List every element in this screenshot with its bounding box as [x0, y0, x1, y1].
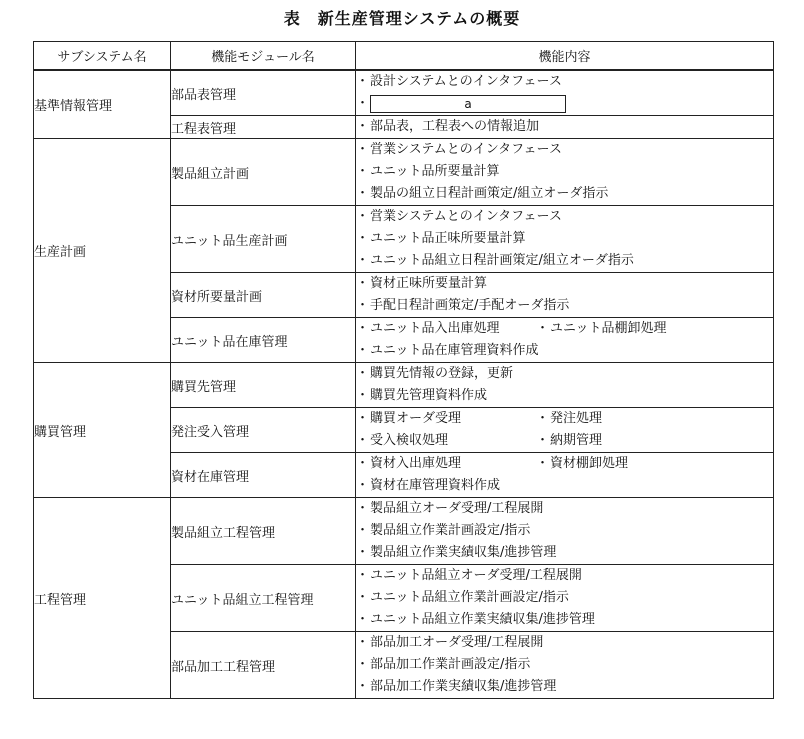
function-text: 受入検収処理: [370, 433, 449, 448]
function-line: [356, 676, 773, 698]
bullet-marker: ・: [356, 433, 370, 448]
function-text: 資材棚卸処理: [550, 456, 629, 471]
function-line: [356, 250, 773, 272]
bullet-marker: ・: [356, 231, 370, 246]
function-text: 手配日程計画策定/手配オーダ指示: [370, 298, 570, 313]
function-list-cell: [356, 116, 774, 139]
bullet-marker: ・: [356, 388, 370, 403]
function-list-cell: [356, 318, 774, 363]
bullet-marker: ・: [536, 321, 550, 336]
bullet-marker: ・: [356, 119, 370, 134]
bullet-marker: ・: [356, 545, 370, 560]
bullet-marker: ・: [356, 253, 370, 268]
bullet-marker: ・: [356, 96, 370, 111]
module-name-cell: ユニット品在庫管理: [171, 318, 356, 363]
function-line: [356, 71, 773, 93]
module-name-cell: 製品組立工程管理: [171, 498, 356, 565]
function-list-cell: [356, 273, 774, 318]
bullet-marker: ・: [356, 321, 370, 336]
header-module: 機能モジュール名: [171, 42, 356, 71]
table-caption: 表 新生産管理システムの概要: [283, 9, 521, 28]
function-list-cell: [356, 408, 774, 453]
module-name-cell: 発注受入管理: [171, 408, 356, 453]
function-line: [356, 161, 773, 183]
module-name-cell: 製品組立計画: [171, 139, 356, 206]
bullet-marker: ・: [356, 612, 370, 627]
function-line: [356, 363, 773, 385]
header-row: [34, 42, 774, 71]
function-line: [356, 228, 773, 250]
blank-answer-box: a: [370, 95, 566, 113]
function-text: ユニット品所要量計算: [370, 164, 500, 179]
function-text: ユニット品組立作業計画設定/指示: [370, 590, 569, 605]
function-line: [356, 408, 773, 430]
bullet-marker: ・: [536, 433, 550, 448]
function-text: ユニット品入出庫処理: [370, 321, 500, 336]
bullet-marker: ・: [356, 590, 370, 605]
function-list-cell: [356, 453, 774, 498]
function-list-cell: [356, 632, 774, 699]
bullet-marker: ・: [356, 164, 370, 179]
function-line: [356, 520, 773, 542]
bullet-marker: ・: [356, 74, 370, 89]
function-line: [356, 93, 773, 115]
module-name-cell: 資材在庫管理: [171, 453, 356, 498]
bullet-marker: ・: [536, 411, 550, 426]
subsystem-name-cell: 工程管理: [34, 498, 171, 699]
function-line: [356, 139, 773, 161]
bullet-marker: ・: [356, 366, 370, 381]
function-line: [356, 295, 773, 317]
table-row: [34, 139, 774, 206]
bullet-marker: ・: [356, 456, 370, 471]
module-name-cell: 購買先管理: [171, 363, 356, 408]
bullet-marker: ・: [356, 343, 370, 358]
function-line: [356, 609, 773, 631]
function-list-cell: [356, 139, 774, 206]
bullet-marker: ・: [356, 411, 370, 426]
function-text: 部品加工オーダ受理/工程展開: [370, 635, 544, 650]
function-text: 製品組立オーダ受理/工程展開: [370, 501, 544, 516]
function-text: 営業システムとのインタフェース: [370, 142, 562, 157]
bullet-marker: ・: [356, 186, 370, 201]
function-line: [356, 116, 773, 138]
function-line: [356, 206, 773, 228]
function-list-cell: [356, 206, 774, 273]
function-line: [356, 318, 773, 340]
function-list-cell: [356, 498, 774, 565]
bullet-marker: ・: [356, 209, 370, 224]
module-name-cell: 工程表管理: [171, 116, 356, 139]
subsystem-name-cell: 購買管理: [34, 363, 171, 498]
function-list-cell: [356, 565, 774, 632]
function-text: 発注処理: [550, 411, 603, 426]
bullet-marker: ・: [356, 523, 370, 538]
bullet-marker: ・: [356, 142, 370, 157]
function-text: 製品組立作業実績収集/進捗管理: [370, 545, 557, 560]
bullet-marker: ・: [356, 298, 370, 313]
function-text: 営業システムとのインタフェース: [370, 209, 562, 224]
function-line: [356, 632, 773, 654]
function-text: 購買先情報の登録，更新: [370, 366, 514, 381]
system-overview-table: [33, 41, 774, 699]
module-name-cell: ユニット品生産計画: [171, 206, 356, 273]
function-text: ユニット品在庫管理資料作成: [370, 343, 539, 358]
function-line: [356, 183, 773, 205]
function-line: [356, 587, 773, 609]
function-text: 購買オーダ受理: [370, 411, 462, 426]
table-row: [34, 363, 774, 408]
function-line: [356, 340, 773, 362]
module-name-cell: 部品加工工程管理: [171, 632, 356, 699]
bullet-marker: ・: [356, 657, 370, 672]
header-content: 機能内容: [356, 42, 774, 71]
function-text: 購買先管理資料作成: [370, 388, 488, 403]
table-row: [34, 70, 774, 116]
function-line: [356, 542, 773, 564]
table-row: [34, 498, 774, 565]
bullet-marker: ・: [356, 276, 370, 291]
function-text: 部品加工作業計画設定/指示: [370, 657, 531, 672]
function-text: ユニット品組立作業実績収集/進捗管理: [370, 612, 595, 627]
function-text: ユニット品正味所要量計算: [370, 231, 526, 246]
subsystem-name-cell: 基準情報管理: [34, 70, 171, 139]
bullet-marker: ・: [356, 635, 370, 650]
module-name-cell: ユニット品組立工程管理: [171, 565, 356, 632]
function-text: ユニット品組立オーダ受理/工程展開: [370, 568, 582, 583]
module-name-cell: 資材所要量計画: [171, 273, 356, 318]
bullet-marker: ・: [536, 456, 550, 471]
function-text: ユニット品棚卸処理: [550, 321, 667, 336]
module-name-cell: 部品表管理: [171, 70, 356, 116]
function-list-cell: [356, 70, 774, 116]
function-text: 製品の組立日程計画策定/組立オーダ指示: [370, 186, 609, 201]
function-text: 資材在庫管理資料作成: [370, 478, 501, 493]
function-text: 部品加工作業実績収集/進捗管理: [370, 679, 557, 694]
function-list-cell: [356, 363, 774, 408]
function-text: 資材正味所要量計算: [370, 276, 488, 291]
bullet-marker: ・: [356, 679, 370, 694]
bullet-marker: ・: [356, 501, 370, 516]
function-line: [356, 453, 773, 475]
function-text: 資材入出庫処理: [370, 456, 462, 471]
function-line: [356, 654, 773, 676]
subsystem-name-cell: 生産計画: [34, 139, 171, 363]
function-line: [356, 475, 773, 497]
function-line: [356, 385, 773, 407]
function-line: [356, 498, 773, 520]
bullet-marker: ・: [356, 478, 370, 493]
function-text: ユニット品組立日程計画策定/組立オーダ指示: [370, 253, 634, 268]
function-text: 納期管理: [550, 433, 603, 448]
function-line: [356, 565, 773, 587]
function-line: [356, 273, 773, 295]
function-line: [356, 430, 773, 452]
function-text: 設計システムとのインタフェース: [370, 74, 562, 89]
bullet-marker: ・: [356, 568, 370, 583]
function-text: 製品組立作業計画設定/指示: [370, 523, 531, 538]
header-subsystem: サブシステム名: [34, 42, 171, 71]
function-text: 部品表，工程表への情報追加: [370, 119, 540, 134]
